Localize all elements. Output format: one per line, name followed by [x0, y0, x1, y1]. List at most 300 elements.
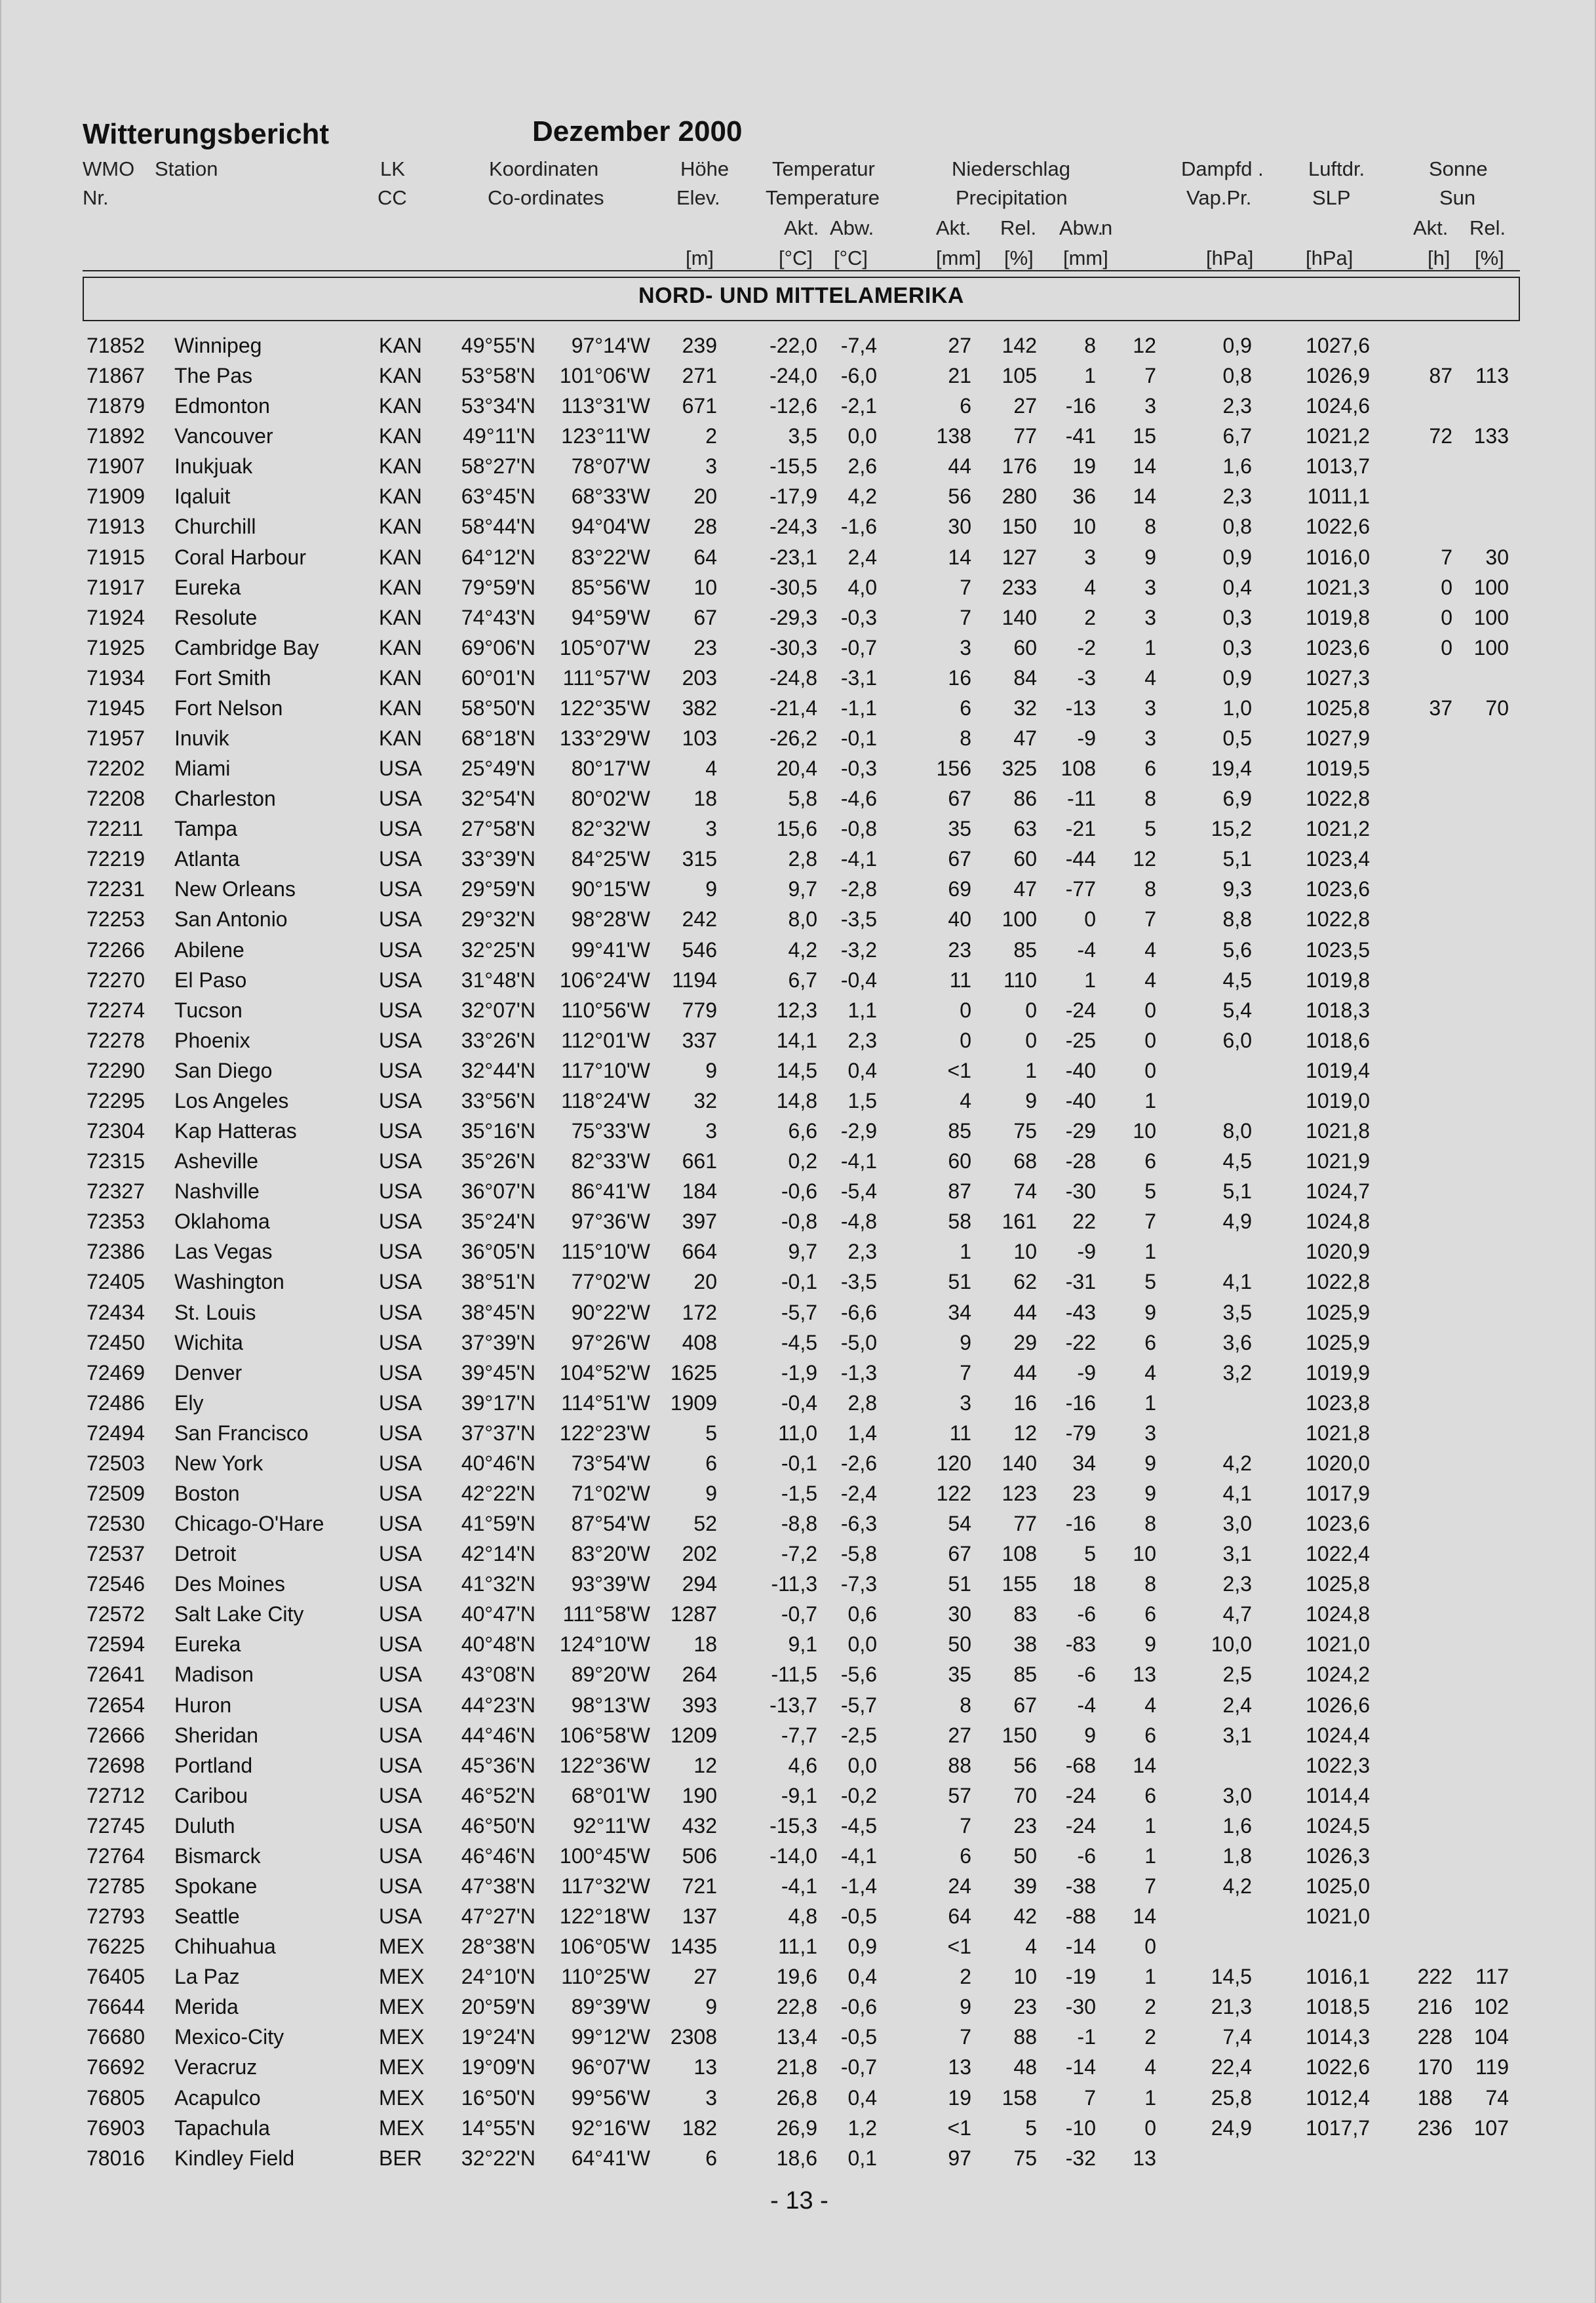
temp-akt: -1,9 [781, 1360, 817, 1385]
country-code: USA [379, 1723, 422, 1747]
vapour-pressure: 4,1 [1222, 1270, 1252, 1294]
elevation: 506 [682, 1843, 717, 1868]
country-code: USA [379, 1210, 422, 1234]
temp-akt: 4,2 [788, 937, 817, 962]
table-row [1, 2116, 1596, 2146]
wmo-number: 76805 [87, 2085, 145, 2110]
temp-abw: -0,5 [840, 2025, 877, 2049]
sun-rel-header: Rel. [1469, 216, 1506, 239]
sea-level-pressure: 1026,6 [1306, 1693, 1370, 1717]
sea-level-pressure: 1021,8 [1306, 1421, 1370, 1445]
station-name: Resolute [174, 605, 258, 629]
prec-days: 7 [1144, 1210, 1156, 1234]
longitude: 133°29'W [559, 726, 650, 751]
temp-akt: 9,7 [788, 1240, 817, 1264]
sun-akt: 72 [1429, 424, 1452, 448]
prec-days: 4 [1144, 1693, 1156, 1717]
temp-akt: 6,6 [788, 1119, 817, 1143]
temp-akt: 13,4 [776, 2025, 817, 2049]
elevation: 6 [705, 2146, 717, 2170]
sun-akt: 0 [1441, 575, 1452, 599]
latitude: 33°26'N [461, 1028, 535, 1052]
table-row [1, 454, 1596, 484]
country-code: KAN [379, 605, 422, 629]
prec-akt: 2 [960, 1965, 971, 1989]
longitude: 93°39'W [571, 1572, 650, 1596]
prec-days: 8 [1144, 515, 1156, 539]
prec-rel: 32 [1013, 696, 1037, 720]
table-row [1, 847, 1596, 877]
sea-level-pressure: 1012,4 [1306, 2085, 1370, 2110]
temp-abw: -2,4 [840, 1481, 877, 1505]
station-name: San Diego [174, 1058, 273, 1082]
sea-level-pressure: 1023,4 [1306, 847, 1370, 871]
sun-rel: 100 [1473, 635, 1509, 659]
wmo-number: 72666 [87, 1723, 145, 1747]
station-name: Washington [174, 1270, 284, 1294]
station-name: Des Moines [174, 1572, 285, 1596]
temp-abw: -3,5 [840, 1270, 877, 1294]
station-name: Wichita [174, 1330, 243, 1354]
prec-rel: 77 [1013, 1512, 1037, 1536]
table-row [1, 1995, 1596, 2025]
prec-akt: 87 [948, 1179, 971, 1204]
sea-level-pressure: 1027,9 [1306, 726, 1370, 751]
table-row [1, 394, 1596, 424]
longitude: 111°58'W [562, 1602, 650, 1626]
elevation: 239 [682, 334, 717, 357]
temp-akt: 15,6 [776, 817, 817, 841]
table-row [1, 817, 1596, 847]
temp-akt: -26,2 [769, 726, 817, 751]
wmo-number: 71917 [87, 575, 145, 599]
prec-days: 1 [1144, 1390, 1156, 1415]
temp-akt: -29,3 [769, 605, 817, 629]
country-code: USA [379, 1813, 422, 1838]
prec-rel: 110 [1003, 968, 1037, 992]
prec-akt: 7 [960, 2025, 971, 2049]
longitude: 113°31'W [561, 394, 650, 418]
sea-level-pressure: 1025,9 [1306, 1330, 1370, 1354]
temp-abw: 0,4 [847, 2085, 877, 2110]
prec-akt: 0 [960, 998, 971, 1022]
prec-days: 12 [1133, 334, 1156, 357]
latitude: 31°48'N [461, 968, 535, 992]
prec-rel: 161 [1002, 1210, 1037, 1234]
latitude: 74°43'N [461, 605, 535, 629]
country-code: USA [379, 1572, 422, 1596]
prec-rel: 9 [1025, 1088, 1037, 1112]
latitude: 53°34'N [461, 394, 535, 418]
prec-rel: 155 [1002, 1572, 1037, 1596]
prec-days: 1 [1144, 635, 1156, 659]
wmo-number: 71934 [87, 665, 145, 690]
vapour-pressure: 3,1 [1222, 1542, 1252, 1566]
sun-akt: 0 [1441, 605, 1452, 629]
temp-abw: 1,4 [847, 1421, 877, 1445]
country-code: KAN [379, 635, 422, 659]
wmo-number: 72654 [87, 1693, 145, 1717]
temp-akt: -13,7 [769, 1693, 817, 1717]
country-code: KAN [379, 334, 422, 357]
prec-rel: 0 [1025, 998, 1037, 1022]
temp-akt: -30,3 [769, 635, 817, 659]
wmo-header: WMO [83, 157, 135, 180]
prec-akt: 27 [948, 1723, 971, 1747]
table-row [1, 576, 1596, 606]
elevation: 1435 [670, 1935, 717, 1959]
country-code: KAN [379, 665, 422, 690]
country-code: USA [379, 1149, 422, 1173]
vapour-pressure: 8,8 [1222, 907, 1252, 932]
latitude: 41°59'N [461, 1512, 535, 1536]
table-row [1, 938, 1596, 968]
table-row [1, 515, 1596, 545]
prec-abw: -6 [1077, 1663, 1096, 1687]
temp-akt: -15,3 [769, 1813, 817, 1838]
elevation: 6 [705, 1451, 717, 1475]
elevation: 408 [682, 1330, 717, 1354]
sun-rel: 100 [1473, 605, 1509, 629]
vapour-pressure: 0,5 [1222, 726, 1252, 751]
prec-rel: 67 [1013, 1693, 1037, 1717]
longitude: 92°16'W [571, 2116, 650, 2140]
temp-abw: -2,9 [840, 1119, 877, 1143]
station-name: Vancouver [174, 424, 273, 448]
latitude: 58°44'N [461, 515, 535, 539]
longitude: 83°20'W [571, 1542, 650, 1566]
country-code: USA [379, 1512, 422, 1536]
prec-days: 4 [1144, 968, 1156, 992]
temp-abw: 2,4 [847, 545, 877, 569]
table-row [1, 1240, 1596, 1270]
wmo-number: 71909 [87, 484, 145, 509]
elevation: 18 [693, 1632, 717, 1657]
prec-rel: 27 [1013, 394, 1037, 418]
prec-abw: -4 [1077, 1693, 1096, 1717]
station-name: Detroit [174, 1542, 237, 1566]
latitude: 40°48'N [461, 1632, 535, 1657]
station-name: Atlanta [174, 847, 240, 871]
prec-days: 15 [1133, 424, 1156, 448]
wmo-number: 72327 [87, 1179, 145, 1204]
elevation: 103 [682, 726, 717, 751]
prec-days: 3 [1144, 726, 1156, 751]
country-code: MEX [379, 2085, 425, 2110]
prec-days: 4 [1144, 937, 1156, 962]
prec-rel: 108 [1002, 1542, 1037, 1566]
prec-akt: 138 [936, 424, 971, 448]
prec-abw: -88 [1065, 1904, 1096, 1929]
longitude: 99°12'W [571, 2025, 650, 2049]
vappr-header: Vap.Pr. [1186, 186, 1252, 209]
prec-days: 5 [1144, 817, 1156, 841]
station-name: Caribou [174, 1783, 248, 1807]
sea-level-pressure: 1018,5 [1306, 1995, 1370, 2019]
prec-abw: -24 [1065, 998, 1096, 1022]
sun-akt: 222 [1417, 1965, 1452, 1989]
temp-akt: -11,5 [771, 1663, 817, 1687]
elevation: 10 [693, 575, 717, 599]
sea-level-pressure: 1014,4 [1306, 1783, 1370, 1807]
elevation: 13 [693, 2055, 717, 2079]
prec-days: 3 [1144, 696, 1156, 720]
prec-rel: 4 [1025, 1935, 1037, 1959]
temp-abw: 1,5 [847, 1088, 877, 1112]
station-name: Merida [174, 1995, 239, 2019]
country-code: USA [379, 998, 422, 1022]
table-row [1, 636, 1596, 666]
sea-level-pressure: 1024,8 [1306, 1210, 1370, 1234]
wmo-number: 72486 [87, 1390, 145, 1415]
country-code: USA [379, 787, 422, 811]
nr-header: Nr. [83, 186, 109, 209]
temp-abw: 2,8 [847, 1390, 877, 1415]
sea-level-pressure: 1023,6 [1306, 877, 1370, 901]
prec-akt: 13 [948, 2055, 971, 2079]
vapour-pressure: 2,4 [1222, 1693, 1252, 1717]
longitude: 68°01'W [571, 1783, 650, 1807]
temp-abw: -2,6 [840, 1451, 877, 1475]
temp-abw: -6,0 [840, 364, 877, 388]
temp-abw: -1,3 [840, 1360, 877, 1385]
table-row [1, 1754, 1596, 1784]
prec-abw: -9 [1077, 1240, 1096, 1264]
temp-abw: -0,3 [840, 757, 877, 781]
longitude: 101°06'W [559, 364, 650, 388]
temp-akt: 21,8 [776, 2055, 817, 2079]
temp-abw: -4,1 [840, 1843, 877, 1868]
prec-akt: 7 [960, 1813, 971, 1838]
wmo-number: 72793 [87, 1904, 145, 1929]
prec-days: 14 [1133, 1904, 1156, 1929]
vapour-pressure: 1,6 [1222, 454, 1252, 479]
country-code: KAN [379, 575, 422, 599]
vapour-pressure: 3,2 [1222, 1360, 1252, 1385]
prec-days: 14 [1133, 1753, 1156, 1777]
wmo-number: 72745 [87, 1813, 145, 1838]
sea-level-pressure: 1017,7 [1306, 2116, 1370, 2140]
prec-abw: -16 [1065, 394, 1096, 418]
elevation: 20 [693, 1270, 717, 1294]
sea-level-pressure: 1019,4 [1306, 1058, 1370, 1082]
prec-akt: <1 [947, 1935, 971, 1959]
prec-akt: 16 [948, 665, 971, 690]
prec-days: 0 [1144, 2116, 1156, 2140]
elevation: 432 [682, 1813, 717, 1838]
table-row [1, 1179, 1596, 1210]
sun-rel: 100 [1473, 575, 1509, 599]
temp-abw: -2,5 [840, 1723, 877, 1747]
station-name: San Francisco [174, 1421, 309, 1445]
latitude: 35°26'N [461, 1149, 535, 1173]
latitude: 25°49'N [461, 757, 535, 781]
wmo-number: 72698 [87, 1753, 145, 1777]
latitude: 49°11'N [463, 424, 535, 448]
sun-header: Sun [1439, 186, 1476, 209]
station-name: Kap Hatteras [174, 1119, 297, 1143]
sea-level-pressure: 1025,0 [1306, 1874, 1370, 1898]
elevation: 1209 [670, 1723, 717, 1747]
temp-abw: 0,0 [847, 1753, 877, 1777]
temp-akt: -21,4 [769, 696, 817, 720]
elevation: 28 [693, 515, 717, 539]
station-table [1, 334, 1596, 2176]
prec-days: 3 [1144, 605, 1156, 629]
prec-akt: 44 [948, 454, 971, 479]
prec-rel: 16 [1013, 1390, 1037, 1415]
temp-abw: -1,6 [840, 515, 877, 539]
table-row [1, 1693, 1596, 1723]
station-name: Churchill [174, 515, 256, 539]
longitude: 110°56'W [561, 998, 650, 1022]
prec-rel: 150 [1002, 1723, 1037, 1747]
prec-abw: -22 [1065, 1330, 1096, 1354]
table-row [1, 1210, 1596, 1240]
country-code: KAN [379, 545, 422, 569]
country-code: USA [379, 1663, 422, 1687]
prec-rel: 74 [1013, 1179, 1037, 1204]
prec-abw: -16 [1065, 1512, 1096, 1536]
prec-abw: -6 [1077, 1602, 1096, 1626]
prec-akt: 8 [960, 1693, 971, 1717]
prec-abw: -68 [1065, 1753, 1096, 1777]
elevation: 3 [705, 454, 717, 479]
prec-abw: -13 [1065, 696, 1096, 720]
prec-days: 9 [1144, 1451, 1156, 1475]
sea-level-pressure: 1024,5 [1306, 1813, 1370, 1838]
elevation: 20 [693, 484, 717, 509]
prec-days: 14 [1133, 454, 1156, 479]
prec-days: 2 [1144, 2025, 1156, 2049]
elevation: 9 [705, 877, 717, 901]
latitude: 41°32'N [461, 1572, 535, 1596]
sea-level-pressure: 1016,0 [1306, 545, 1370, 569]
latitude: 60°01'N [461, 665, 535, 690]
temp-abw-unit: [°C] [834, 246, 868, 269]
prec-abw: 2 [1084, 605, 1096, 629]
niederschlag-header: Niederschlag [952, 157, 1070, 180]
sun-akt: 7 [1441, 545, 1452, 569]
prec-abw: 8 [1084, 334, 1096, 357]
temp-akt: 4,8 [788, 1904, 817, 1929]
latitude: 38°45'N [461, 1300, 535, 1324]
station-name: Ely [174, 1390, 204, 1415]
station-name: Seattle [174, 1904, 240, 1929]
prec-days: 7 [1144, 364, 1156, 388]
country-code: USA [379, 1270, 422, 1294]
temp-akt: 9,1 [788, 1632, 817, 1657]
country-code: MEX [379, 2116, 425, 2140]
longitude: 86°41'W [571, 1179, 650, 1204]
longitude: 80°17'W [571, 757, 650, 781]
sea-level-pressure: 1023,6 [1306, 1512, 1370, 1536]
temp-akt: 11,1 [778, 1935, 817, 1959]
wmo-number: 72304 [87, 1119, 145, 1143]
station-name: Kindley Field [174, 2146, 295, 2170]
table-row [1, 787, 1596, 817]
prec-abw: -14 [1065, 1935, 1096, 1959]
elevation: 393 [682, 1693, 717, 1717]
prec-rel: 62 [1013, 1270, 1037, 1294]
prec-abw: 34 [1072, 1451, 1096, 1475]
sun-akt: 37 [1429, 696, 1452, 720]
latitude: 19°24'N [461, 2025, 535, 2049]
country-code: KAN [379, 364, 422, 388]
sea-level-pressure: 1018,6 [1306, 1028, 1370, 1052]
table-row [1, 757, 1596, 787]
latitude: 32°44'N [461, 1058, 535, 1082]
table-row [1, 1632, 1596, 1663]
prec-abw: -30 [1065, 1179, 1096, 1204]
station-name: Tampa [174, 817, 238, 841]
temp-abw: 0,1 [847, 2146, 877, 2170]
elevation: 23 [693, 635, 717, 659]
prec-rel: 158 [1002, 2085, 1037, 2110]
elevation: 3 [705, 1119, 717, 1143]
station-name: Las Vegas [174, 1240, 273, 1264]
table-row [1, 1874, 1596, 1904]
temp-abw: -0,5 [840, 1904, 877, 1929]
longitude: 87°54'W [571, 1512, 650, 1536]
sea-level-pressure: 1023,5 [1306, 937, 1370, 962]
wmo-number: 72785 [87, 1874, 145, 1898]
wmo-number: 71957 [87, 726, 145, 751]
country-code: USA [379, 1179, 422, 1204]
elevation: 64 [693, 545, 717, 569]
sea-level-pressure: 1014,3 [1306, 2025, 1370, 2049]
longitude: 118°24'W [561, 1088, 650, 1112]
vapour-pressure: 9,3 [1222, 877, 1252, 901]
wmo-number: 72712 [87, 1783, 145, 1807]
prec-abw: -4 [1077, 937, 1096, 962]
country-code: KAN [379, 394, 422, 418]
prec-akt: 7 [960, 605, 971, 629]
country-code: USA [379, 877, 422, 901]
prec-abw: 19 [1072, 454, 1096, 479]
prec-akt: 30 [948, 515, 971, 539]
prec-abw: -1 [1077, 2025, 1096, 2049]
wmo-number: 72219 [87, 847, 145, 871]
country-code: MEX [379, 2025, 425, 2049]
longitude: 106°24'W [559, 968, 650, 992]
country-code: USA [379, 907, 422, 932]
sun-rel: 70 [1485, 696, 1509, 720]
country-code: KAN [379, 454, 422, 479]
wmo-number: 72764 [87, 1843, 145, 1868]
elevation: 661 [682, 1149, 717, 1173]
prec-rel: 47 [1013, 726, 1037, 751]
prec-akt: 67 [948, 787, 971, 811]
latitude: 24°10'N [461, 1965, 535, 1989]
elevation: 3 [705, 817, 717, 841]
prec-rel: 0 [1025, 1028, 1037, 1052]
vapour-pressure: 4,1 [1222, 1481, 1252, 1505]
prec-abw: -40 [1065, 1058, 1096, 1082]
wmo-number: 72405 [87, 1270, 145, 1294]
country-code: USA [379, 1058, 422, 1082]
vapour-pressure: 6,7 [1222, 424, 1252, 448]
wmo-number: 72450 [87, 1330, 145, 1354]
table-row [1, 1301, 1596, 1331]
longitude: 90°22'W [571, 1300, 650, 1324]
sea-level-pressure: 1023,8 [1306, 1390, 1370, 1415]
station-name: Huron [174, 1693, 232, 1717]
hoehe-header: Höhe [680, 157, 730, 180]
prec-days: 1 [1144, 1843, 1156, 1868]
latitude: 49°55'N [461, 334, 535, 357]
longitude: 97°14'W [571, 334, 650, 357]
